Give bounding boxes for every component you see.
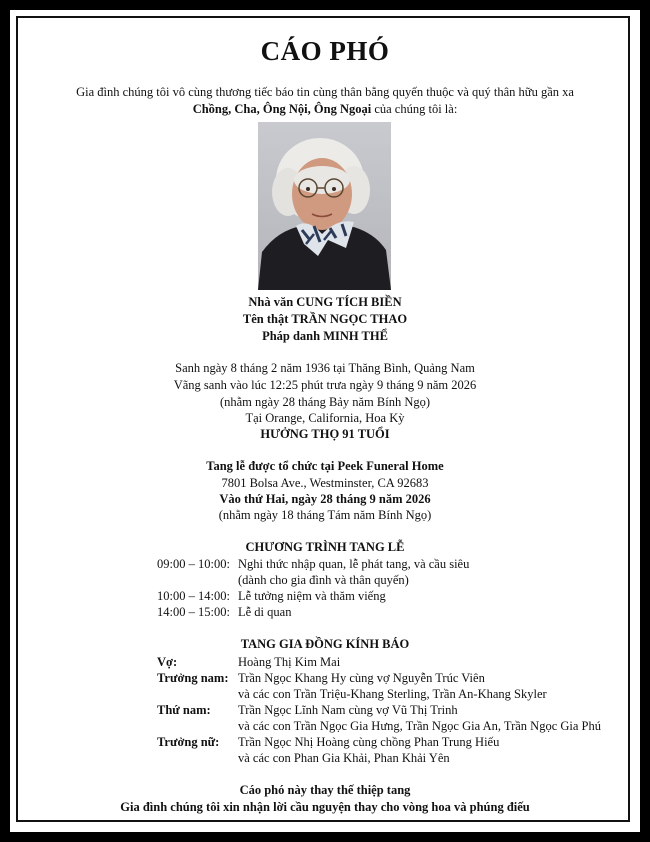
family-children: và các con Trần Triệu-Khang Sterling, Trần An-Khang Skyler bbox=[238, 687, 547, 701]
closing-line-2: Gia đình chúng tôi xin nhận lời cầu nguyện thay cho vòng hoa và phúng điếu bbox=[120, 800, 530, 814]
death-line: Vãng sanh vào lúc 12:25 phút trưa ngày 9 tháng 9 năm 2026 bbox=[173, 378, 477, 392]
dharma-label: Pháp danh bbox=[262, 329, 324, 343]
program-time: 10:00 – 14:00: bbox=[157, 589, 230, 603]
program-item: Lễ tưởng niệm và thăm viếng bbox=[238, 589, 386, 603]
intro-line: Gia đình chúng tôi vô cùng thương tiếc báo tin cùng thân bằng quyến thuộc và quý thân hữu gần xa bbox=[76, 85, 574, 99]
relations-suffix: của chúng tôi là: bbox=[371, 102, 458, 116]
family-heading: TANG GIA ĐỒNG KÍNH BÁO bbox=[240, 637, 410, 651]
pen-name: CUNG TÍCH BIỀN bbox=[296, 295, 402, 309]
real-name-label: Tên thật bbox=[242, 312, 292, 326]
family-member: Trần Ngọc Lĩnh Nam cùng vợ Vũ Thị Trinh bbox=[238, 703, 458, 717]
closing-line-1: Cáo phó này thay thế thiệp tang bbox=[239, 783, 411, 797]
family-label: Vợ: bbox=[157, 655, 178, 669]
real-name: TRẦN NGỌC THAO bbox=[291, 312, 408, 326]
pen-name-line bbox=[0, 294, 650, 310]
funeral-date: Vào thứ Hai, ngày 28 tháng 9 năm 2026 bbox=[219, 492, 431, 506]
dharma-name-line bbox=[0, 328, 650, 344]
program-time: 14:00 – 15:00: bbox=[157, 605, 230, 619]
funeral-location: Tang lễ được tổ chức tại Peek Funeral Home bbox=[206, 459, 444, 473]
program-item: Lễ di quan bbox=[238, 605, 292, 619]
pen-name-label: Nhà văn bbox=[248, 295, 297, 309]
death-place-line: Tại Orange, California, Hoa Kỳ bbox=[245, 411, 405, 425]
family-label: Trưởng nữ: bbox=[157, 735, 220, 749]
intro-relations bbox=[0, 101, 650, 117]
family-member: Trần Ngọc Khang Hy cùng vợ Nguyễn Trúc Viên bbox=[238, 671, 485, 685]
age-line: HƯỞNG THỌ 91 TUỔI bbox=[260, 427, 390, 441]
lunar-death-line: (nhằm ngày 28 tháng Bảy năm Bính Ngọ) bbox=[219, 395, 431, 409]
family-label: Thứ nam: bbox=[157, 703, 211, 717]
program-note: (dành cho gia đình và thân quyến) bbox=[238, 573, 409, 587]
relations-text: Chồng, Cha, Ông Nội, Ông Ngoại bbox=[192, 102, 372, 116]
funeral-lunar-date: (nhằm ngày 18 tháng Tám năm Bính Ngọ) bbox=[218, 508, 432, 522]
portrait-icon bbox=[258, 122, 391, 290]
program-heading: CHƯƠNG TRÌNH TANG LỄ bbox=[245, 540, 405, 554]
family-member: Trần Ngọc Nhị Hoàng cùng chồng Phan Trung Hiếu bbox=[238, 735, 500, 749]
dharma-name: MINH THỂ bbox=[323, 329, 388, 343]
family-member: Hoàng Thị Kim Mai bbox=[238, 655, 341, 669]
program-time: 09:00 – 10:00: bbox=[157, 557, 230, 571]
family-label: Trưởng nam: bbox=[157, 671, 229, 685]
portrait-photo bbox=[258, 122, 391, 290]
real-name-line bbox=[0, 311, 650, 327]
page-title: CÁO PHÓ bbox=[260, 36, 390, 66]
family-children: và các con Phan Gia Khải, Phan Khải Yên bbox=[238, 751, 450, 765]
birth-line: Sanh ngày 8 tháng 2 năm 1936 tại Thăng Bình, Quảng Nam bbox=[175, 361, 475, 375]
funeral-address: 7801 Bolsa Ave., Westminster, CA 92683 bbox=[221, 476, 429, 490]
program-item: Nghi thức nhập quan, lễ phát tang, và cầu siêu bbox=[238, 557, 470, 571]
family-children: và các con Trần Ngọc Gia Hưng, Trần Ngọc Gia An, Trần Ngọc Gia Phú bbox=[238, 719, 601, 733]
